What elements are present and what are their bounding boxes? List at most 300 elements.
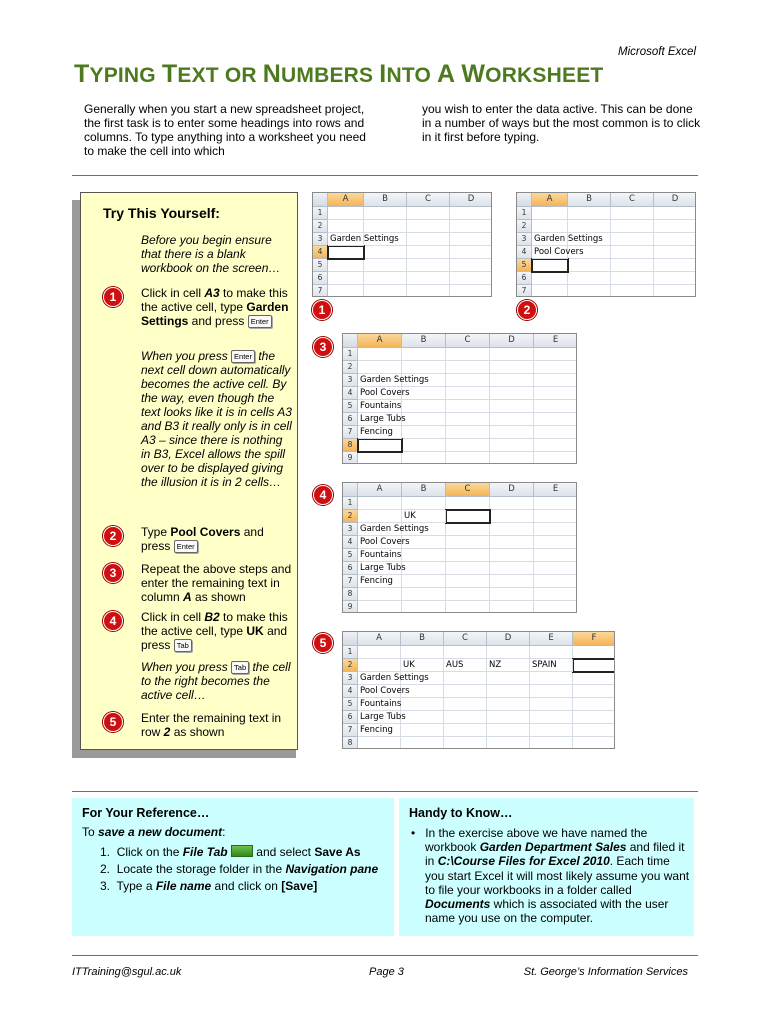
- step-4-note: When you press Tab the cell to the right becomes the active cell…: [141, 660, 291, 702]
- cell-C3: [446, 523, 490, 536]
- row-header-5: 5: [343, 400, 358, 413]
- page-title: TYPING TEXT OR NUMBERS INTO A WORKSHEET: [74, 60, 604, 88]
- column-header-C: C: [446, 334, 490, 348]
- column-header-C: C: [444, 632, 487, 646]
- cell-A7: Fencing: [358, 575, 402, 588]
- step-1-badge: 1: [103, 287, 123, 307]
- cell-D7: [450, 285, 492, 297]
- cell-B7: [568, 285, 611, 297]
- cell-A2: [358, 510, 402, 523]
- column-header-D: D: [654, 193, 696, 207]
- row-header-1: 1: [517, 207, 532, 220]
- intro-text: [84, 102, 704, 158]
- column-header-F: F: [573, 632, 615, 646]
- cell-A7: Fencing: [358, 724, 401, 737]
- cell-B6: [568, 272, 611, 285]
- cell-A7: Fencing: [358, 426, 402, 439]
- cell-E2: SPAIN: [530, 659, 573, 672]
- cell-A9: [358, 452, 402, 464]
- column-header-E: E: [530, 632, 573, 646]
- row-header-4: 4: [343, 387, 358, 400]
- handy-title: Handy to Know…: [409, 806, 513, 820]
- active-cell-highlight: [327, 245, 365, 260]
- active-cell-highlight: [572, 658, 615, 673]
- cell-D7: [490, 575, 534, 588]
- cell-E6: [530, 711, 573, 724]
- cell-E4: [534, 387, 577, 400]
- cell-A6: Large Tubs: [360, 414, 406, 424]
- cell-D4: [490, 536, 534, 549]
- divider-bottom: [72, 955, 698, 956]
- cell-D6: [490, 413, 534, 426]
- cell-C3: [407, 233, 450, 246]
- cell-A1: [358, 646, 401, 659]
- row-header-7: 7: [343, 575, 358, 588]
- cell-C6: [446, 562, 490, 575]
- cell-A4: Pool Covers: [360, 537, 410, 547]
- cell-A2: [358, 659, 401, 672]
- cell-D1: [450, 207, 492, 220]
- cell-D1: [654, 207, 696, 220]
- cell-B6: [402, 413, 446, 426]
- spreadsheet-example-5: [342, 631, 615, 749]
- cell-A8: [358, 588, 402, 601]
- cell-F8: [573, 737, 615, 749]
- row-header-4: 4: [313, 246, 328, 259]
- cell-C7: [446, 426, 490, 439]
- column-header-C: C: [407, 193, 450, 207]
- cell-E3: [530, 672, 573, 685]
- cell-A6: [328, 272, 364, 285]
- active-cell-highlight: [445, 509, 491, 524]
- cell-B1: [364, 207, 407, 220]
- cell-B7: [402, 575, 446, 588]
- row-header-7: 7: [517, 285, 532, 297]
- cell-C4: [407, 246, 450, 259]
- step-3-badge: 3: [103, 563, 123, 583]
- cell-A2: [532, 220, 568, 233]
- cell-C5: [446, 549, 490, 562]
- select-all-corner: [343, 334, 358, 348]
- cell-D1: [487, 646, 530, 659]
- row-header-6: 6: [343, 413, 358, 426]
- cell-C1: [611, 207, 654, 220]
- step-1-note: When you press Enter the next cell down automatically becomes the active cell. By the way, even though the text looks like it is in cells A3 and B3 it really only is in cell A3 – since there is nothing in B3, Excel allows the spill over to be displayed giving the illusion it is in 2 cells…: [141, 349, 292, 489]
- cell-C5: [407, 259, 450, 272]
- cell-A4: Pool Covers: [534, 247, 584, 257]
- column-header-E: E: [534, 483, 577, 497]
- reference-intro: To save a new document:: [82, 825, 226, 839]
- row-header-1: 1: [313, 207, 328, 220]
- row-header-2: 2: [343, 361, 358, 374]
- cell-D5: [654, 259, 696, 272]
- try-this-yourself-panel: [80, 192, 298, 750]
- cell-E6: [534, 413, 577, 426]
- cell-E3: [534, 523, 577, 536]
- row-header-2: 2: [313, 220, 328, 233]
- cell-C8: [444, 737, 487, 749]
- cell-E1: [534, 497, 577, 510]
- reference-step-3: 3. Type a File name and click on [Save]: [100, 879, 318, 893]
- spreadsheet-example-1: [312, 192, 492, 297]
- column-header-B: B: [402, 483, 446, 497]
- cell-B7: [402, 426, 446, 439]
- cell-D4: [490, 387, 534, 400]
- cell-B2: [364, 220, 407, 233]
- cell-E2: [534, 510, 577, 523]
- cell-A3: Garden Settings: [330, 234, 399, 244]
- cell-D9: [490, 601, 534, 613]
- reference-title: For Your Reference…: [82, 806, 210, 820]
- cell-C9: [446, 601, 490, 613]
- cell-B5: [364, 259, 407, 272]
- cell-D6: [654, 272, 696, 285]
- row-header-5: 5: [517, 259, 532, 272]
- cell-B2: UK: [401, 659, 444, 672]
- column-header-D: D: [450, 193, 492, 207]
- cell-D6: [450, 272, 492, 285]
- cell-D2: [654, 220, 696, 233]
- cell-C2: AUS: [444, 659, 487, 672]
- cell-D1: [490, 348, 534, 361]
- cell-D1: [490, 497, 534, 510]
- row-header-5: 5: [343, 549, 358, 562]
- cell-C6: [446, 413, 490, 426]
- cell-A5: Fountains: [360, 699, 402, 709]
- reference-steps: [100, 844, 390, 895]
- cell-A3: Garden Settings: [360, 673, 429, 683]
- cell-D8: [490, 588, 534, 601]
- cell-B1: [401, 646, 444, 659]
- cell-D4: [450, 246, 492, 259]
- cell-E8: [530, 737, 573, 749]
- cell-F7: [573, 724, 615, 737]
- cell-A6: [532, 272, 568, 285]
- step-4-badge: 4: [103, 611, 123, 631]
- cell-E7: [534, 426, 577, 439]
- row-header-8: 8: [343, 737, 358, 749]
- cell-A1: [328, 207, 364, 220]
- cell-A1: [532, 207, 568, 220]
- step-5-badge: 5: [103, 712, 123, 732]
- cell-D4: [654, 246, 696, 259]
- step-5-text: Enter the remaining text in row 2 as shown: [141, 711, 282, 739]
- cell-E5: [534, 400, 577, 413]
- cell-B7: [401, 724, 444, 737]
- for-your-reference-box: [72, 798, 394, 936]
- cell-E5: [530, 698, 573, 711]
- step-1-text: Click in cell A3 to make this the active cell, type Garden Settings and press Enter: [141, 286, 289, 328]
- column-header-A: A: [328, 193, 364, 207]
- cell-A4: Pool Covers: [360, 388, 410, 398]
- cell-D3: [450, 233, 492, 246]
- handy-to-know-box: [399, 798, 694, 936]
- row-header-7: 7: [343, 724, 358, 737]
- cell-B2: [568, 220, 611, 233]
- cell-E1: [530, 646, 573, 659]
- cell-A5: Fountains: [360, 550, 402, 560]
- cell-D3: [490, 523, 534, 536]
- column-header-E: E: [534, 334, 577, 348]
- cell-D4: [487, 685, 530, 698]
- cell-C2: [611, 220, 654, 233]
- column-header-A: A: [358, 334, 402, 348]
- cell-E2: [534, 361, 577, 374]
- tab-key-icon: Tab: [174, 639, 192, 652]
- cell-C3: [611, 233, 654, 246]
- step-2-badge: 2: [103, 526, 123, 546]
- select-all-corner: [517, 193, 532, 207]
- cell-D7: [487, 724, 530, 737]
- footer-page-number: Page 3: [369, 966, 404, 978]
- cell-C9: [446, 452, 490, 464]
- row-header-4: 4: [343, 685, 358, 698]
- cell-B8: [402, 439, 446, 452]
- cell-D5: [490, 400, 534, 413]
- cell-B6: [401, 711, 444, 724]
- cell-E3: [534, 374, 577, 387]
- cell-D9: [490, 452, 534, 464]
- cell-D3: [487, 672, 530, 685]
- cell-C1: [444, 646, 487, 659]
- column-header-D: D: [490, 483, 534, 497]
- step-4-text: Click in cell B2 to make this the active cell, type UK and press Tab: [141, 610, 288, 652]
- cell-C4: [444, 685, 487, 698]
- cell-B5: [402, 400, 446, 413]
- cell-D6: [490, 562, 534, 575]
- row-header-5: 5: [343, 698, 358, 711]
- select-all-corner: [343, 632, 358, 646]
- cell-D3: [490, 374, 534, 387]
- cell-A3: Garden Settings: [360, 524, 429, 534]
- cell-A5: Fountains: [360, 401, 402, 411]
- row-header-6: 6: [343, 562, 358, 575]
- cell-B9: [402, 601, 446, 613]
- reference-step-2: 2. Locate the storage folder in the Navigation pane: [100, 862, 379, 876]
- example-badge-2: 2: [517, 300, 537, 320]
- cell-C3: [444, 672, 487, 685]
- row-header-6: 6: [313, 272, 328, 285]
- row-header-5: 5: [313, 259, 328, 272]
- cell-D7: [654, 285, 696, 297]
- cell-B8: [402, 588, 446, 601]
- cell-A4: Pool Covers: [360, 686, 410, 696]
- column-header-A: A: [532, 193, 568, 207]
- example-badge-5: 5: [313, 633, 333, 653]
- divider-top: [72, 175, 698, 176]
- intro-column-1: Generally when you start a new spreadsheet project, the first task is to enter some headings into rows and columns. To type anything into a worksheet you need to make the cell into which: [84, 102, 366, 158]
- cell-C5: [611, 259, 654, 272]
- cell-F6: [573, 711, 615, 724]
- cell-D8: [490, 439, 534, 452]
- column-header-D: D: [490, 334, 534, 348]
- column-header-A: A: [358, 483, 402, 497]
- cell-B6: [364, 272, 407, 285]
- cell-C4: [446, 536, 490, 549]
- cell-E7: [534, 575, 577, 588]
- example-badge-4: 4: [313, 485, 333, 505]
- row-header-7: 7: [343, 426, 358, 439]
- file-tab-icon: [231, 845, 253, 857]
- cell-F3: [573, 672, 615, 685]
- cell-C6: [407, 272, 450, 285]
- enter-key-icon: Enter: [231, 350, 255, 363]
- enter-key-icon: Enter: [248, 315, 272, 328]
- column-header-D: D: [487, 632, 530, 646]
- row-header-3: 3: [517, 233, 532, 246]
- cell-E9: [534, 601, 577, 613]
- cell-A8: [358, 737, 401, 749]
- cell-C1: [446, 348, 490, 361]
- cell-D2: [450, 220, 492, 233]
- cell-C2: [407, 220, 450, 233]
- cell-E7: [530, 724, 573, 737]
- row-header-2: 2: [517, 220, 532, 233]
- cell-C6: [611, 272, 654, 285]
- cell-F5: [573, 698, 615, 711]
- cell-E8: [534, 588, 577, 601]
- cell-C7: [407, 285, 450, 297]
- cell-B2: [402, 361, 446, 374]
- cell-E1: [534, 348, 577, 361]
- cell-F4: [573, 685, 615, 698]
- row-header-9: 9: [343, 601, 358, 613]
- cell-E5: [534, 549, 577, 562]
- reference-step-1: 1. Click on the File Tab and select Save As: [100, 845, 361, 859]
- row-header-9: 9: [343, 452, 358, 464]
- cell-C3: [446, 374, 490, 387]
- tab-key-icon: Tab: [231, 661, 249, 674]
- row-header-4: 4: [517, 246, 532, 259]
- cell-B5: [401, 698, 444, 711]
- cell-D5: [487, 698, 530, 711]
- cell-C4: [611, 246, 654, 259]
- cell-E8: [534, 439, 577, 452]
- cell-C8: [446, 588, 490, 601]
- row-header-3: 3: [343, 672, 358, 685]
- row-header-6: 6: [517, 272, 532, 285]
- step-3-text: Repeat the above steps and enter the remaining text in column A as shown: [141, 562, 292, 604]
- cell-A5: [328, 259, 364, 272]
- cell-D2: NZ: [487, 659, 530, 672]
- cell-D7: [490, 426, 534, 439]
- cell-D3: [654, 233, 696, 246]
- row-header-1: 1: [343, 348, 358, 361]
- select-all-corner: [313, 193, 328, 207]
- column-header-B: B: [364, 193, 407, 207]
- cell-C2: [446, 361, 490, 374]
- footer-organization: St. George’s Information Services: [523, 966, 688, 978]
- enter-key-icon: Enter: [174, 540, 198, 553]
- cell-D2: [490, 361, 534, 374]
- select-all-corner: [343, 483, 358, 497]
- row-header-1: 1: [343, 497, 358, 510]
- row-header-4: 4: [343, 536, 358, 549]
- cell-C7: [446, 575, 490, 588]
- cell-C7: [444, 724, 487, 737]
- cell-A2: [358, 361, 402, 374]
- intro-column-2: you wish to enter the data active. This can be done in a number of ways but the most common is to click in it first before typing.: [422, 102, 701, 144]
- app-name-label: Microsoft Excel: [618, 46, 696, 58]
- cell-B2: UK: [402, 510, 446, 523]
- cell-B1: [568, 207, 611, 220]
- active-cell-highlight: [531, 258, 569, 273]
- footer-email: ITTraining@sgul.ac.uk: [72, 966, 182, 978]
- cell-C4: [446, 387, 490, 400]
- row-header-8: 8: [343, 588, 358, 601]
- cell-D6: [487, 711, 530, 724]
- row-header-3: 3: [313, 233, 328, 246]
- column-header-B: B: [568, 193, 611, 207]
- row-header-3: 3: [343, 523, 358, 536]
- cell-D8: [487, 737, 530, 749]
- cell-A2: [328, 220, 364, 233]
- column-header-A: A: [358, 632, 401, 646]
- row-header-2: 2: [343, 510, 358, 523]
- cell-D5: [490, 549, 534, 562]
- column-header-C: C: [611, 193, 654, 207]
- cell-B9: [402, 452, 446, 464]
- row-header-8: 8: [343, 439, 358, 452]
- cell-C7: [611, 285, 654, 297]
- divider-bottom-top: [72, 791, 698, 792]
- cell-C8: [446, 439, 490, 452]
- active-cell-highlight: [357, 438, 403, 453]
- cell-B1: [402, 348, 446, 361]
- handy-text: • In the exercise above we have named the workbook Garden Department Sales and filed it in C:\Course Files for Excel 2010. Each time you start Excel it will most likely assume you want to file your workbooks in a folder called Documents which is associated with the user name you use on the computer.: [411, 826, 690, 926]
- pre-instructions: Before you begin ensure that there is a blank workbook on the screen…: [141, 233, 281, 275]
- cell-D5: [450, 259, 492, 272]
- cell-E6: [534, 562, 577, 575]
- cell-A9: [358, 601, 402, 613]
- cell-B4: [364, 246, 407, 259]
- cell-E9: [534, 452, 577, 464]
- cell-A1: [358, 348, 402, 361]
- cell-C5: [444, 698, 487, 711]
- cell-A3: Garden Settings: [534, 234, 603, 244]
- cell-A7: [328, 285, 364, 297]
- cell-A6: Large Tubs: [360, 712, 406, 722]
- cell-A3: Garden Settings: [360, 375, 429, 385]
- cell-B7: [364, 285, 407, 297]
- example-badge-1: 1: [312, 300, 332, 320]
- column-header-B: B: [402, 334, 446, 348]
- cell-D2: [490, 510, 534, 523]
- cell-C6: [444, 711, 487, 724]
- row-header-1: 1: [343, 646, 358, 659]
- row-header-3: 3: [343, 374, 358, 387]
- cell-C5: [446, 400, 490, 413]
- cell-B6: [402, 562, 446, 575]
- column-header-C: C: [446, 483, 490, 497]
- spreadsheet-example-4: [342, 482, 577, 613]
- cell-E4: [530, 685, 573, 698]
- row-header-7: 7: [313, 285, 328, 297]
- cell-B5: [402, 549, 446, 562]
- row-header-6: 6: [343, 711, 358, 724]
- example-badge-3: 3: [313, 337, 333, 357]
- panel-title: Try This Yourself:: [103, 205, 220, 221]
- cell-B1: [402, 497, 446, 510]
- cell-B8: [401, 737, 444, 749]
- spreadsheet-example-2: [516, 192, 696, 297]
- column-header-B: B: [401, 632, 444, 646]
- cell-B5: [568, 259, 611, 272]
- cell-E4: [534, 536, 577, 549]
- cell-C1: [407, 207, 450, 220]
- cell-A7: [532, 285, 568, 297]
- cell-A6: Large Tubs: [360, 563, 406, 573]
